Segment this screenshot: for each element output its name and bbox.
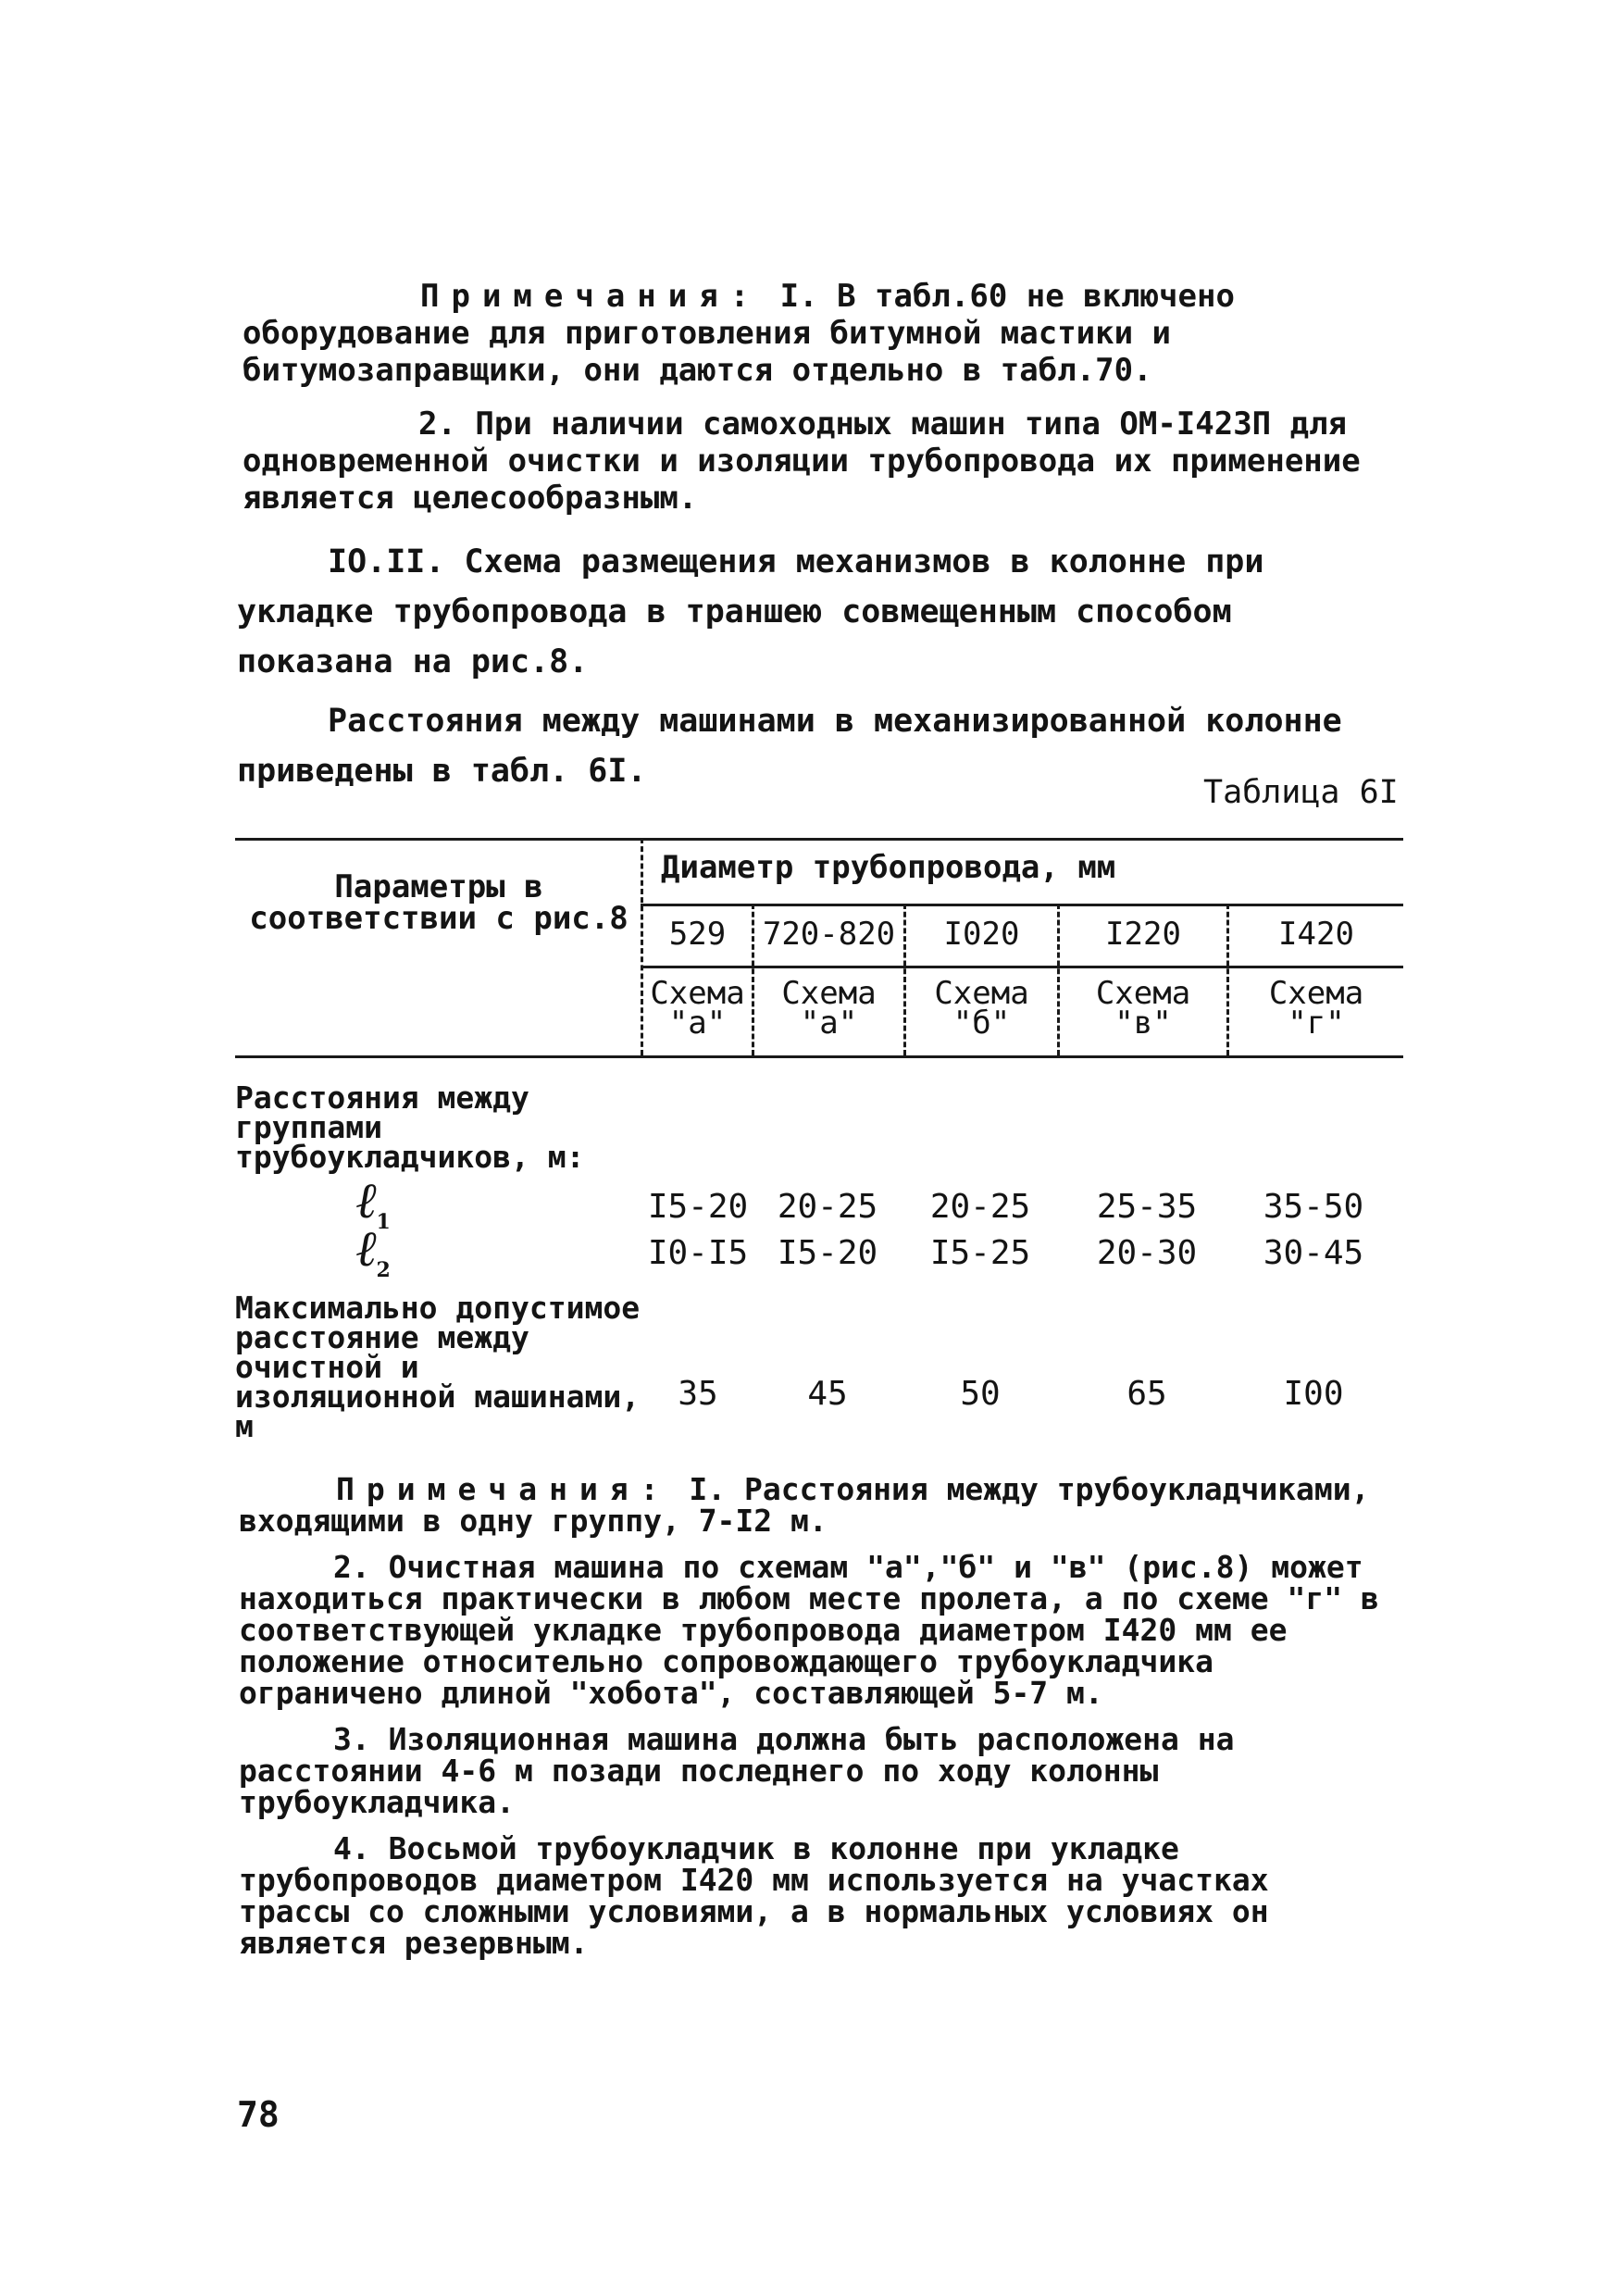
table-cell: 20-25 — [777, 1188, 878, 1226]
scheme-letter: "а" — [668, 1004, 727, 1042]
notes-bottom-item-4: 4. Восьмой трубоукладчик в колонне при укладке трубопроводов диаметром I420 мм используется на участках трассы со сложными условиями, а в нормальных условиях он является резервным. — [239, 1830, 1269, 1961]
table-top-rule — [235, 838, 1403, 841]
table-cell: 35 — [678, 1375, 718, 1413]
table-cell: 50 — [960, 1375, 1001, 1413]
scheme-word: Схема — [650, 975, 745, 1012]
table-cell: 35-50 — [1263, 1188, 1364, 1226]
notes-top-heading: Примечания: — [420, 278, 762, 315]
diameter-529: 529 — [668, 916, 727, 953]
scheme-cell-3 — [906, 975, 1057, 1042]
table-cell: 20-25 — [929, 1188, 1031, 1226]
row-label-groups: Расстояния между группами трубоукладчиков, м: — [235, 1079, 585, 1175]
scheme-cell-5 — [1229, 975, 1403, 1042]
diameter-1420: I420 — [1278, 916, 1354, 953]
diameter-1020: I020 — [943, 916, 1020, 953]
table-cell: I5-25 — [929, 1234, 1031, 1272]
table-scheme-rule — [641, 966, 1403, 968]
table-cell: 45 — [807, 1375, 848, 1413]
notes-bottom — [239, 1471, 1379, 1974]
row-symbol-l2: ℓ$_2$ — [355, 1219, 391, 1282]
param-header: Параметры в соответствии с рис.8 — [249, 868, 629, 937]
scheme-letter: "б" — [952, 1004, 1011, 1042]
scheme-word: Схема — [1268, 975, 1364, 1012]
scheme-word: Схема — [934, 975, 1029, 1012]
row-symbol-l1: ℓ$_1$ — [355, 1171, 391, 1234]
table-caption: Таблица 6I — [1203, 774, 1399, 811]
table-cell: 25-35 — [1096, 1188, 1198, 1226]
table-cell: 20-30 — [1096, 1234, 1198, 1272]
table-cell: I5-20 — [647, 1188, 749, 1226]
scheme-cell-4 — [1060, 975, 1226, 1042]
scheme-cell-1 — [643, 975, 752, 1042]
diameter-header: Диаметр трубопровода, мм — [661, 849, 1116, 886]
table-cell: 30-45 — [1263, 1234, 1364, 1272]
scheme-cell-2 — [754, 975, 903, 1042]
notes-bottom-item-3: 3. Изоляционная машина должна быть расположена на расстоянии 4-6 м позади последнего по ходу колонны трубоукладчика. — [239, 1721, 1235, 1820]
table-diameter-rule — [641, 904, 1403, 906]
section-paragraph-1: IO.II. Схема размещения механизмов в колонне при укладке трубопровода в траншею совмещенным способом показана на рис.8. — [237, 543, 1264, 680]
notes-bottom-heading: Примечания: — [336, 1471, 671, 1507]
distance-table — [235, 838, 1403, 1444]
row-label-max-distance: Максимально допустимое расстояние между очистной и изоляционной машинами, м — [235, 1290, 641, 1444]
table-cell: 65 — [1126, 1375, 1167, 1413]
notes-top-item-2: 2. При наличии самоходных машин типа ОМ-I423П для одновременной очистки и изоляции трубопровода их применение является целесообразным. — [243, 406, 1361, 517]
scheme-letter: "в" — [1114, 1004, 1172, 1042]
page-number: 78 — [237, 2094, 280, 2135]
notes-top-item-1: I. В табл.60 не включено оборудование для приготовления битумной мастики и битумозаправщики, они даются отдельно в табл.70. — [243, 278, 1235, 389]
notes-top — [243, 278, 1400, 533]
table-cell: I0-I5 — [647, 1234, 749, 1272]
table-cell: I5-20 — [777, 1234, 878, 1272]
section-paragraph-2: Расстояния между машинами в механизированной колонне приведены в табл. 6I. — [237, 703, 1342, 790]
table-header-bottom-rule — [235, 1055, 1403, 1058]
diameter-720-820: 720-820 — [762, 916, 896, 953]
diameter-1220: I220 — [1105, 916, 1181, 953]
notes-bottom-item-1: I. Расстояния между трубоукладчиками, входящими в одну группу, 7-I2 м. — [239, 1471, 1370, 1539]
scheme-letter: "а" — [800, 1004, 858, 1042]
scheme-word: Схема — [1095, 975, 1191, 1012]
notes-bottom-item-2: 2. Очистная машина по схемам "а","б" и "в" (рис.8) может находиться практически в любом месте пролета, а по схеме "г" в соответствующей укладке трубопровода диаметром I420 мм ее положение относительно сопровождающего трубоукладчика ограничено длиной "хобота", составляющей 5-7 м. — [239, 1549, 1379, 1711]
section-text — [237, 537, 1401, 805]
table-cell: I00 — [1283, 1375, 1344, 1413]
scheme-word: Схема — [781, 975, 877, 1012]
scheme-letter: "г" — [1288, 1004, 1345, 1042]
